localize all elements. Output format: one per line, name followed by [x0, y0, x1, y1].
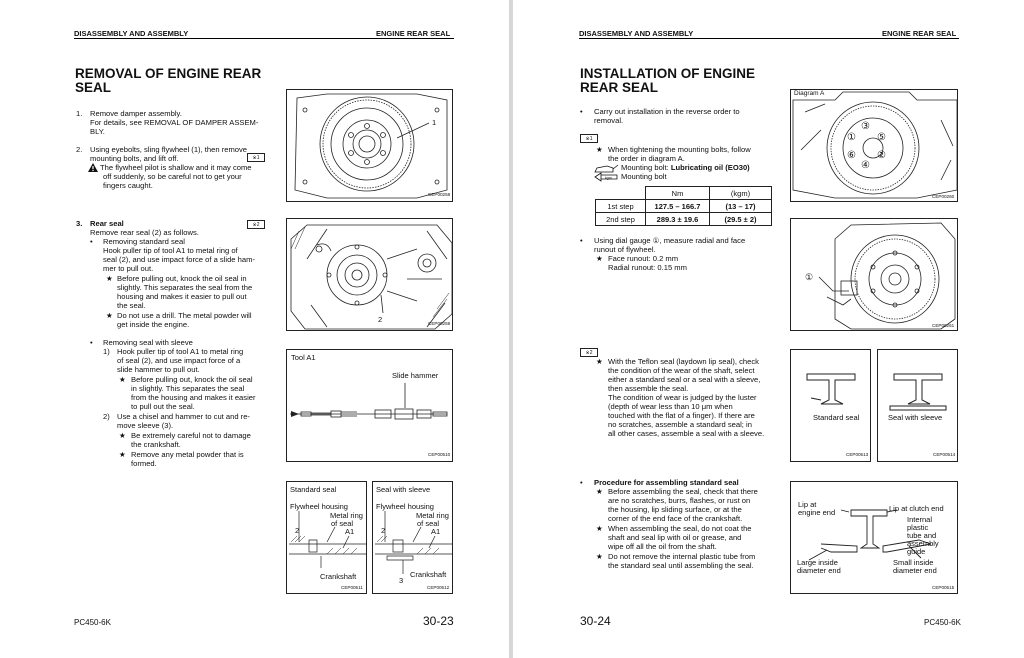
note-text: housing and makes it easier to pull out — [117, 292, 247, 301]
figure-label: engine end — [798, 508, 836, 517]
note-text: to pull out the seal. — [131, 402, 195, 411]
figure-label: tube and — [907, 531, 937, 540]
figure-standard-seal-removal — [286, 481, 367, 594]
bullet-icon: • — [580, 478, 583, 487]
callout-number: 2 — [295, 526, 300, 535]
callout-label: A1 — [345, 527, 355, 536]
figure-code: CEP00515 — [932, 585, 955, 590]
figure-label: Lip at — [798, 500, 817, 509]
figure-label: Small inside — [893, 558, 934, 567]
note-text: get inside the engine. — [117, 320, 190, 329]
step-text: runout of flywheel. — [594, 245, 656, 254]
note-text: slightly. This separates the seal from the — [117, 283, 253, 292]
note-text: either a standard seal or a seal with a sleeve, — [608, 375, 761, 384]
bullet-icon: • — [580, 236, 583, 245]
figure-label: Crankshaft — [320, 572, 357, 581]
star-icon: ★ — [119, 375, 126, 384]
warning-text: The flywheel pilot is shallow and it may come — [100, 163, 252, 172]
torque-table — [595, 186, 772, 226]
figure-diagram-a — [790, 89, 958, 202]
reference-mark: ※1 — [580, 134, 598, 143]
reference-mark: ※1 — [247, 153, 265, 162]
step-text: move sleeve (3). — [117, 421, 174, 430]
reference-mark: ※2 — [580, 348, 598, 357]
figure-flywheel — [286, 89, 453, 202]
step-heading: Rear seal — [90, 219, 124, 228]
bolt-order-4: ② — [877, 150, 886, 161]
figure-code: CEP00513 — [846, 452, 869, 457]
note-text: (depth of wear less than 10 μm when — [608, 402, 733, 411]
figure-label: of seal — [331, 519, 354, 528]
figure-label: Internal — [907, 515, 933, 524]
warning-text: fingers caught. — [103, 181, 153, 190]
step-number: 1. — [76, 109, 83, 118]
step-text: slide hammer to pull out. — [117, 365, 200, 374]
spec-text: Radial runout: 0.15 mm — [608, 263, 687, 272]
step-text: Using dial gauge ①, measure radial and face — [594, 236, 746, 245]
bullet-icon: • — [90, 338, 93, 347]
step-text: of seal (2), and use impact force of a — [117, 356, 241, 365]
table-cell: 127.5 – 166.7 — [646, 200, 710, 213]
page-title-cont: REAR SEAL — [580, 80, 659, 95]
step-text: Carry out installation in the reverse order to — [594, 107, 740, 116]
figure-code: CEP00512 — [427, 585, 450, 590]
callout-number: 2 — [378, 315, 383, 324]
star-icon: ★ — [106, 311, 113, 320]
header-section-right: DISASSEMBLY AND ASSEMBLY — [579, 29, 694, 38]
note-text: Do not use a drill. The metal powder will — [117, 311, 252, 320]
step-number: 3. — [76, 219, 83, 228]
note-text: no scratches, assemble a standard seal; in — [608, 420, 752, 429]
note-text: the condition of the wear of the shaft, select — [608, 366, 755, 375]
table-row — [596, 213, 772, 226]
note-text: all other cases, assemble a seal with a sleeve. — [608, 429, 765, 438]
warning-icon — [88, 163, 98, 172]
step-text: removal. — [594, 116, 624, 125]
note-text: Remove any metal powder that is — [131, 450, 244, 459]
flywheel-illustration — [287, 90, 453, 202]
lubricant-label: Mounting bolt: — [621, 163, 671, 172]
figure-label: Seal with sleeve — [888, 413, 943, 422]
procedure-heading: Procedure for assembling standard seal — [594, 478, 739, 487]
note-text: in slightly. This separates the seal — [131, 384, 245, 393]
bolt-order-illustration — [791, 90, 958, 202]
note-text: the housing, lip sliding surface, or at the — [608, 505, 742, 514]
callout-number: 1 — [432, 118, 437, 127]
bolt-order-3: ④ — [861, 160, 870, 171]
note-text: When assembling the seal, do not coat the — [608, 524, 752, 533]
star-icon: ★ — [596, 524, 603, 533]
table-cell: 1st step — [596, 200, 646, 213]
figure-label: diameter end — [797, 566, 841, 575]
page-number: 30-24 — [580, 614, 611, 628]
step-text: BLY. — [90, 127, 105, 136]
bullet-icon: • — [90, 237, 93, 246]
callout-number: ① — [805, 272, 814, 282]
table-header: (kgm) — [710, 187, 772, 200]
page-title: INSTALLATION OF ENGINE — [580, 66, 755, 81]
step-text: mer to pull out. — [103, 264, 154, 273]
header-topic-right: ENGINE REAR SEAL — [882, 29, 957, 38]
footer-model: PC450-6K — [924, 618, 961, 627]
step-text: Remove damper assembly. — [90, 109, 182, 118]
dial-gauge-illustration — [791, 219, 958, 331]
figure-seal-with-sleeve — [877, 349, 958, 462]
note-text: Be extremely careful not to damage — [131, 431, 251, 440]
figure-title: Tool A1 — [291, 353, 316, 362]
figure-code: CEP00258 — [428, 192, 451, 197]
note-text: Before pulling out, knock the oil seal in — [117, 274, 247, 283]
note-text: touched with the flat of a finger). If there are — [608, 411, 755, 420]
footer-model: PC450-6K — [74, 618, 111, 627]
seal-parts-illustration — [791, 482, 958, 594]
note-text: then assemble the seal. — [608, 384, 689, 393]
spec-text: Face runout: 0.2 mm — [608, 254, 679, 263]
figure-standard-seal — [790, 349, 871, 462]
page-title-cont: SEAL — [75, 80, 112, 95]
figure-label: Flywheel housing — [290, 502, 348, 511]
figure-label: Metal ring — [416, 511, 449, 520]
figure-label: diameter end — [893, 566, 937, 575]
header-rule — [579, 38, 959, 39]
note-text: When tightening the mounting bolts, follow — [608, 145, 751, 154]
header-topic-left: ENGINE REAR SEAL — [376, 29, 451, 38]
reference-mark: ※2 — [247, 220, 265, 229]
step-text: seal (2), and use impact force of a slide ham- — [103, 255, 255, 264]
step-text: mounting bolts, and lift off. — [90, 154, 179, 163]
header-rule — [74, 38, 454, 39]
note-text: Do not remove the internal plastic tube from — [608, 552, 756, 561]
table-cell: 2nd step — [596, 213, 646, 226]
bolt-order-2: ① — [847, 132, 856, 143]
note-text: Before pulling out, knock the oil seal — [131, 375, 253, 384]
page-number: 30-23 — [423, 614, 454, 628]
figure-sleeve-seal-removal — [372, 481, 453, 594]
lubricant-spec — [621, 163, 750, 172]
note-text: wipe off all the oil from the shaft. — [608, 542, 717, 551]
left-page — [0, 0, 509, 658]
table-cell: (13 – 17) — [710, 200, 772, 213]
note-text: The condition of wear is judged by the luster — [608, 393, 757, 402]
bullet-icon: • — [580, 107, 583, 116]
note-text: are no scratches, burrs, flashes, or rust on — [608, 496, 751, 505]
table-cell: 289.3 ± 19.6 — [646, 213, 710, 226]
note-text: from the housing and makes it easier — [131, 393, 256, 402]
figure-label: of seal — [417, 519, 440, 528]
figure-label: Large inside — [797, 558, 838, 567]
page-title: REMOVAL OF ENGINE REAR — [75, 66, 262, 81]
note-text: With the Teflon seal (laydown lip seal), check — [608, 357, 759, 366]
header-section-left: DISASSEMBLY AND ASSEMBLY — [74, 29, 189, 38]
table-cell: (29.5 ± 2) — [710, 213, 772, 226]
figure-label: plastic — [907, 523, 929, 532]
star-icon: ★ — [596, 254, 603, 263]
callout-label: A1 — [431, 527, 441, 536]
table-row — [596, 200, 772, 213]
table-row — [596, 187, 772, 200]
star-icon: ★ — [119, 431, 126, 440]
figure-code: CEP00259 — [428, 321, 451, 326]
svg-text:kgm: kgm — [605, 175, 612, 180]
star-icon: ★ — [106, 274, 113, 283]
star-icon: ★ — [596, 145, 603, 154]
sleeve-seal-profile — [878, 350, 958, 462]
note-text: formed. — [131, 459, 157, 468]
step-text: Hook puller tip of tool A1 to metal ring — [117, 347, 244, 356]
step-text: Hook puller tip of tool A1 to metal ring of — [103, 246, 238, 255]
list-number: 2) — [103, 412, 110, 421]
figure-label: Standard seal — [813, 413, 860, 422]
slide-hammer-illustration — [287, 350, 453, 462]
right-page — [513, 0, 1024, 658]
table-cell — [596, 187, 646, 200]
figure-title: Standard seal — [290, 485, 337, 494]
figure-seal-parts — [790, 481, 958, 594]
step-subheading: Removing seal with sleeve — [103, 338, 193, 347]
star-icon: ★ — [596, 552, 603, 561]
callout-number: 2 — [381, 526, 386, 535]
figure-label: assembly — [907, 539, 939, 548]
figure-tool-a1 — [286, 349, 453, 462]
figure-code: CEP00260 — [932, 194, 955, 199]
note-text: the seal. — [117, 301, 146, 310]
figure-title: Diagram A — [794, 90, 825, 97]
note-text: shaft and seal lip with oil or grease, and — [608, 533, 742, 542]
figure-code: CEP00514 — [933, 452, 956, 457]
figure-code: CEP00510 — [428, 452, 451, 457]
standard-seal-profile — [791, 350, 871, 462]
bolt-order-5: ⑤ — [877, 132, 886, 143]
step-text: Using eyebolts, sling flywheel (1), then remove — [90, 145, 248, 154]
figure-label: Metal ring — [330, 511, 363, 520]
note-text: the order in diagram A. — [608, 154, 685, 163]
figure-label: guide — [907, 547, 926, 556]
bolt-order-1: ③ — [861, 121, 870, 132]
torque-wrench-icon — [593, 172, 619, 182]
step-number: 2. — [76, 145, 83, 154]
star-icon: ★ — [596, 357, 603, 366]
note-text: corner of the end face of the crankshaft. — [608, 514, 743, 523]
figure-rear-seal — [286, 218, 453, 331]
step-subheading: Removing standard seal — [103, 237, 185, 246]
figure-code: CEP00511 — [341, 585, 363, 590]
star-icon: ★ — [596, 487, 603, 496]
step-text: Remove rear seal (2) as follows. — [90, 228, 199, 237]
callout-number: 3 — [399, 576, 404, 585]
star-icon: ★ — [119, 450, 126, 459]
table-header: Nm — [646, 187, 710, 200]
step-text: Use a chisel and hammer to cut and re- — [117, 412, 250, 421]
figure-code: CEP00261 — [932, 323, 955, 328]
figure-dial-gauge — [790, 218, 958, 331]
figure-label: Crankshaft — [410, 570, 447, 579]
list-number: 1) — [103, 347, 110, 356]
step-text: For details, see REMOVAL OF DAMPER ASSEM- — [90, 118, 259, 127]
lubricant-value: Lubricating oil (EO30) — [670, 163, 750, 172]
figure-label: Lip at clutch end — [889, 504, 944, 513]
rear-seal-illustration — [287, 219, 453, 331]
note-text: the crankshaft. — [131, 440, 181, 449]
warning-text: off suddenly, so be careful not to get your — [103, 172, 242, 181]
figure-label: Flywheel housing — [376, 502, 434, 511]
torque-label: Mounting bolt — [621, 172, 667, 181]
bolt-order-6: ⑥ — [847, 150, 856, 161]
figure-label: Slide hammer — [392, 371, 439, 380]
figure-title: Seal with sleeve — [376, 485, 431, 494]
note-text: Before assembling the seal, check that there — [608, 487, 758, 496]
note-text: the standard seal until assembling the seal. — [608, 561, 754, 570]
